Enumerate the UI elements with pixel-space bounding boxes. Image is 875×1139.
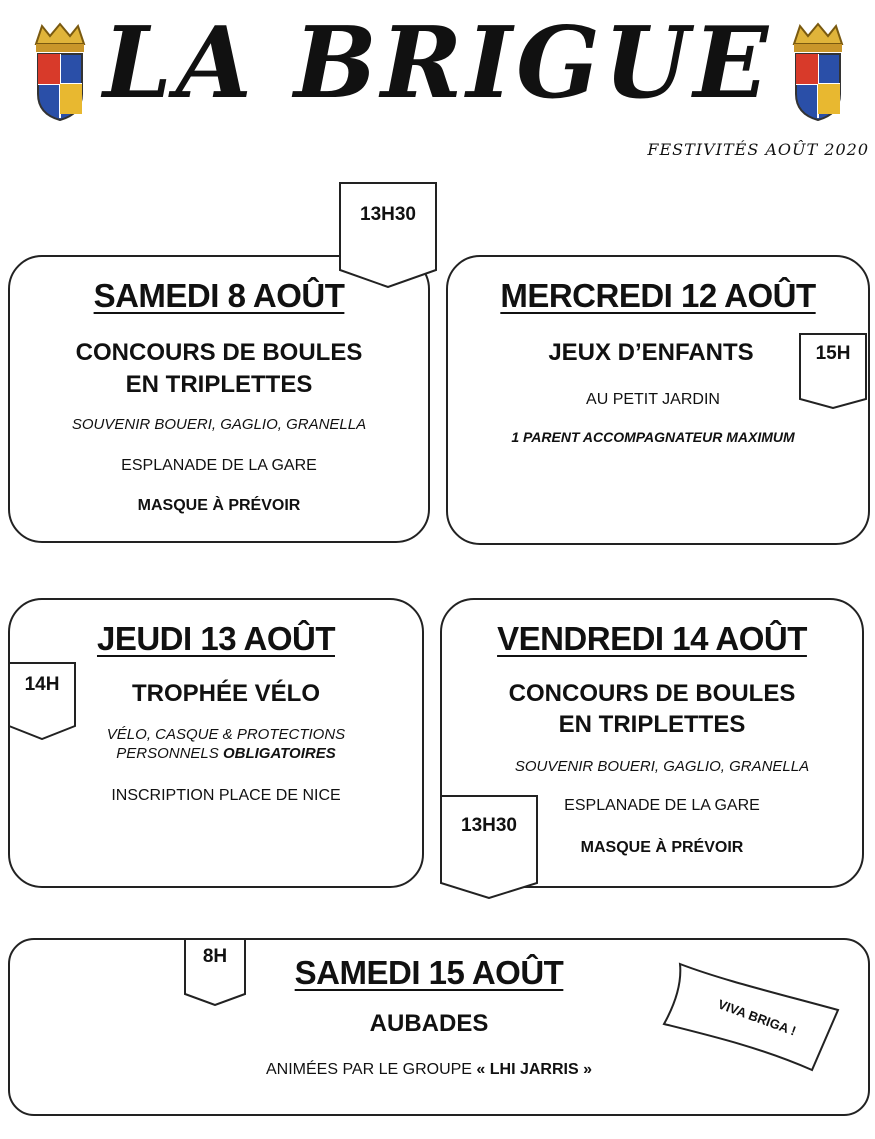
event-detail-part: ANIMÉES PAR LE GROUPE [265, 1061, 477, 1078]
time-label: 14H [24, 674, 60, 695]
event-detail-part: PERSONNELS [116, 745, 223, 762]
event-activity: CONCOURS DE BOULES [75, 339, 363, 366]
event-activity: CONCOURS DE BOULES [508, 680, 796, 707]
event-location: INSCRIPTION PLACE DE NICE [111, 787, 341, 804]
event-location: ESPLANADE DE LA GARE [121, 457, 317, 474]
event-detail: SOUVENIR BOUERI, GAGLIO, GRANELLA [71, 416, 367, 433]
event-activity: JEUX D’ENFANTS [548, 339, 754, 366]
time-tag [339, 182, 437, 288]
event-card-samedi-8 [8, 255, 430, 543]
time-label: 8H [202, 946, 228, 967]
event-day: VENDREDI 14 AOÛT [497, 620, 807, 657]
event-activity: AUBADES [369, 1010, 489, 1037]
page-title: LA BRIGUE [102, 6, 773, 121]
time-label: 13H30 [461, 815, 517, 836]
banner-text: VIVA BRIGA ! [715, 996, 799, 1039]
event-day: JEUDI 13 AOÛT [96, 620, 335, 657]
event-activity: TROPHÉE VÉLO [131, 680, 321, 707]
time-tag [184, 938, 246, 1006]
event-day: SAMEDI 15 AOÛT [294, 954, 564, 991]
event-day: SAMEDI 8 AOÛT [93, 277, 345, 314]
time-tag [440, 795, 538, 899]
event-activity: EN TRIPLETTES [125, 371, 313, 398]
time-label: 15H [815, 343, 851, 364]
event-note: 1 PARENT ACCOMPAGNATEUR MAXIMUM [511, 429, 795, 445]
event-location: ESPLANADE DE LA GARE [564, 797, 760, 814]
time-tag [8, 662, 76, 740]
time-label: 13H30 [360, 204, 416, 225]
event-detail: VÉLO, CASQUE & PROTECTIONS [106, 726, 346, 743]
event-location: AU PETIT JARDIN [586, 391, 720, 408]
event-detail [30, 745, 422, 762]
event-day: MERCREDI 12 AOÛT [500, 277, 816, 314]
banner-flag-icon [662, 962, 840, 1072]
event-card-jeudi-13 [8, 598, 424, 888]
group-name: « LHI JARRIS » [476, 1061, 592, 1078]
event-note: MASQUE À PRÉVOIR [137, 497, 301, 514]
event-activity: EN TRIPLETTES [558, 711, 746, 738]
event-detail-emphasis: OBLIGATOIRES [222, 745, 336, 762]
event-detail: SOUVENIR BOUERI, GAGLIO, GRANELLA [514, 758, 810, 775]
time-tag [799, 333, 867, 409]
page-subtitle: FESTIVITÉS AOÛT 2020 [647, 140, 869, 159]
event-note: MASQUE À PRÉVOIR [580, 839, 744, 856]
